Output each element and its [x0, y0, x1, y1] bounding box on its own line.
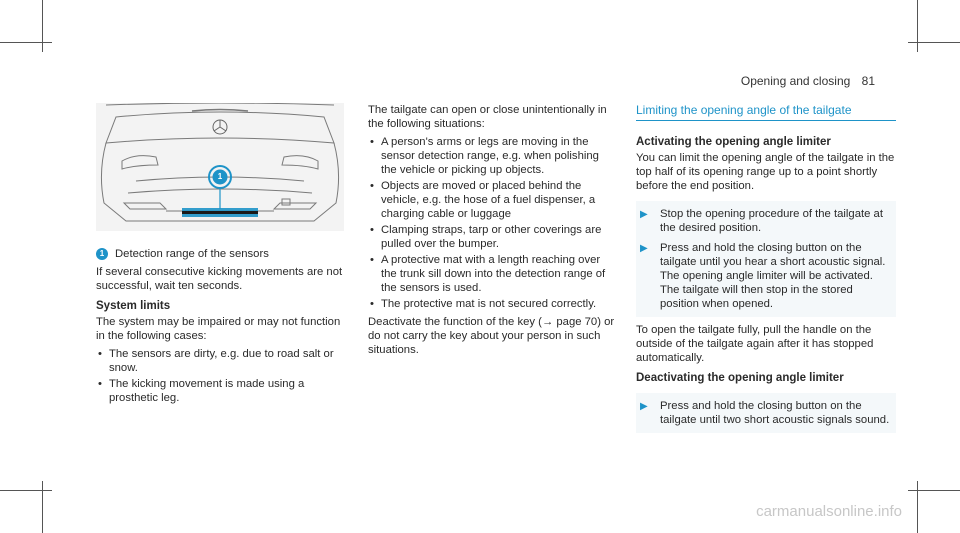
list-item-text: The sensors are dirty, e.g. due to road salt or snow.: [109, 348, 334, 374]
list-item-text: Clamping straps, tarp or other coverings are pulled over the bumper.: [381, 224, 602, 250]
heading-system-limits: System limits: [96, 300, 171, 312]
caption-text: Detection range of the sensors: [115, 248, 269, 260]
step-arrow-icon: ▶: [640, 209, 648, 220]
page-header: [741, 74, 875, 88]
bullet-icon: •: [98, 348, 102, 360]
column-left: [96, 103, 344, 409]
crop-mark: [0, 490, 52, 491]
crop-mark: [42, 0, 43, 52]
bullet-icon: •: [370, 298, 374, 310]
steps-activate: [636, 201, 896, 317]
list-item-text: A protective mat with a length reaching over the trunk sill down into the detection range of the sensors is used.: [381, 254, 606, 294]
figure-caption: [96, 247, 344, 261]
step-item: [636, 399, 890, 427]
bullet-icon: •: [370, 136, 374, 148]
list-item-text: Objects are moved or placed behind the vehicle, e.g. the hose of a fuel dispenser, a charging cable or luggage: [381, 180, 596, 220]
paragraph: Deactivate the function of the key (→ page 70) or do not carry the key about your person in such situations.: [368, 316, 615, 356]
paragraph: If several consecutive kicking movements are not successful, wait ten seconds.: [96, 266, 343, 292]
list-item: [368, 297, 616, 311]
heading-deactivating: Deactivating the opening angle limiter: [636, 372, 844, 384]
step-text: Press and hold the closing button on the tailgate until you hear a short acoustic signal. The opening angle limiter will be activated. The tailgate will then stop in the stored position when opened.: [660, 242, 886, 310]
list-item-text: A person's arms or legs are moving in the sensor detection range, e.g. when polishing the vehicle or picking up objects.: [381, 136, 599, 176]
step-arrow-icon: ▶: [640, 401, 648, 412]
list-item: [368, 223, 616, 251]
column-right: [636, 103, 896, 433]
heading-activating: Activating the opening angle limiter: [636, 136, 831, 148]
list-item-text: The protective mat is not secured correctly.: [381, 298, 597, 310]
paragraph: You can limit the opening angle of the tailgate in the top half of its opening range up to a point shortly before the end position.: [636, 152, 895, 192]
list-item: [96, 377, 344, 405]
crop-mark: [908, 490, 960, 491]
step-item: [636, 207, 890, 235]
callout-number-1: 1: [217, 172, 223, 181]
bullet-icon: •: [370, 180, 374, 192]
bullet-icon: •: [370, 254, 374, 266]
limits-list: [96, 347, 344, 405]
column-middle: [368, 103, 616, 361]
step-text: Press and hold the closing button on the tailgate until two short acoustic signals sound.: [660, 400, 890, 426]
crop-mark: [42, 481, 43, 533]
bullet-icon: •: [370, 224, 374, 236]
page-number: 81: [861, 74, 875, 88]
crop-mark: [0, 42, 52, 43]
step-arrow-icon: ▶: [640, 243, 648, 254]
crop-mark: [917, 0, 918, 52]
list-item-text: The kicking movement is made using a prosthetic leg.: [109, 378, 305, 404]
list-item: [368, 179, 616, 221]
rear-bumper-illustration: [96, 103, 344, 231]
section-title: Opening and closing: [740, 74, 851, 88]
step-text: Stop the opening procedure of the tailgate at the desired position.: [660, 208, 883, 234]
vehicle-rear-drawing: [96, 103, 344, 231]
steps-deactivate: [636, 393, 896, 433]
callout-number-badge: 1: [96, 248, 108, 260]
section-heading: Limiting the opening angle of the tailgate: [636, 103, 896, 121]
paragraph: To open the tailgate fully, pull the handle on the outside of the tailgate again after it has stopped automatically.: [636, 324, 874, 364]
list-item: [96, 347, 344, 375]
situations-list: [368, 135, 616, 311]
crop-mark: [917, 481, 918, 533]
watermark-text: carmanualsonline.info: [756, 503, 902, 520]
list-item: [368, 135, 616, 177]
list-item: [368, 253, 616, 295]
paragraph: The tailgate can open or close unintentionally in the following situations:: [368, 104, 607, 130]
bullet-icon: •: [98, 378, 102, 390]
paragraph: The system may be impaired or may not function in the following cases:: [96, 316, 341, 342]
crop-mark: [908, 42, 960, 43]
step-item: [636, 241, 890, 311]
